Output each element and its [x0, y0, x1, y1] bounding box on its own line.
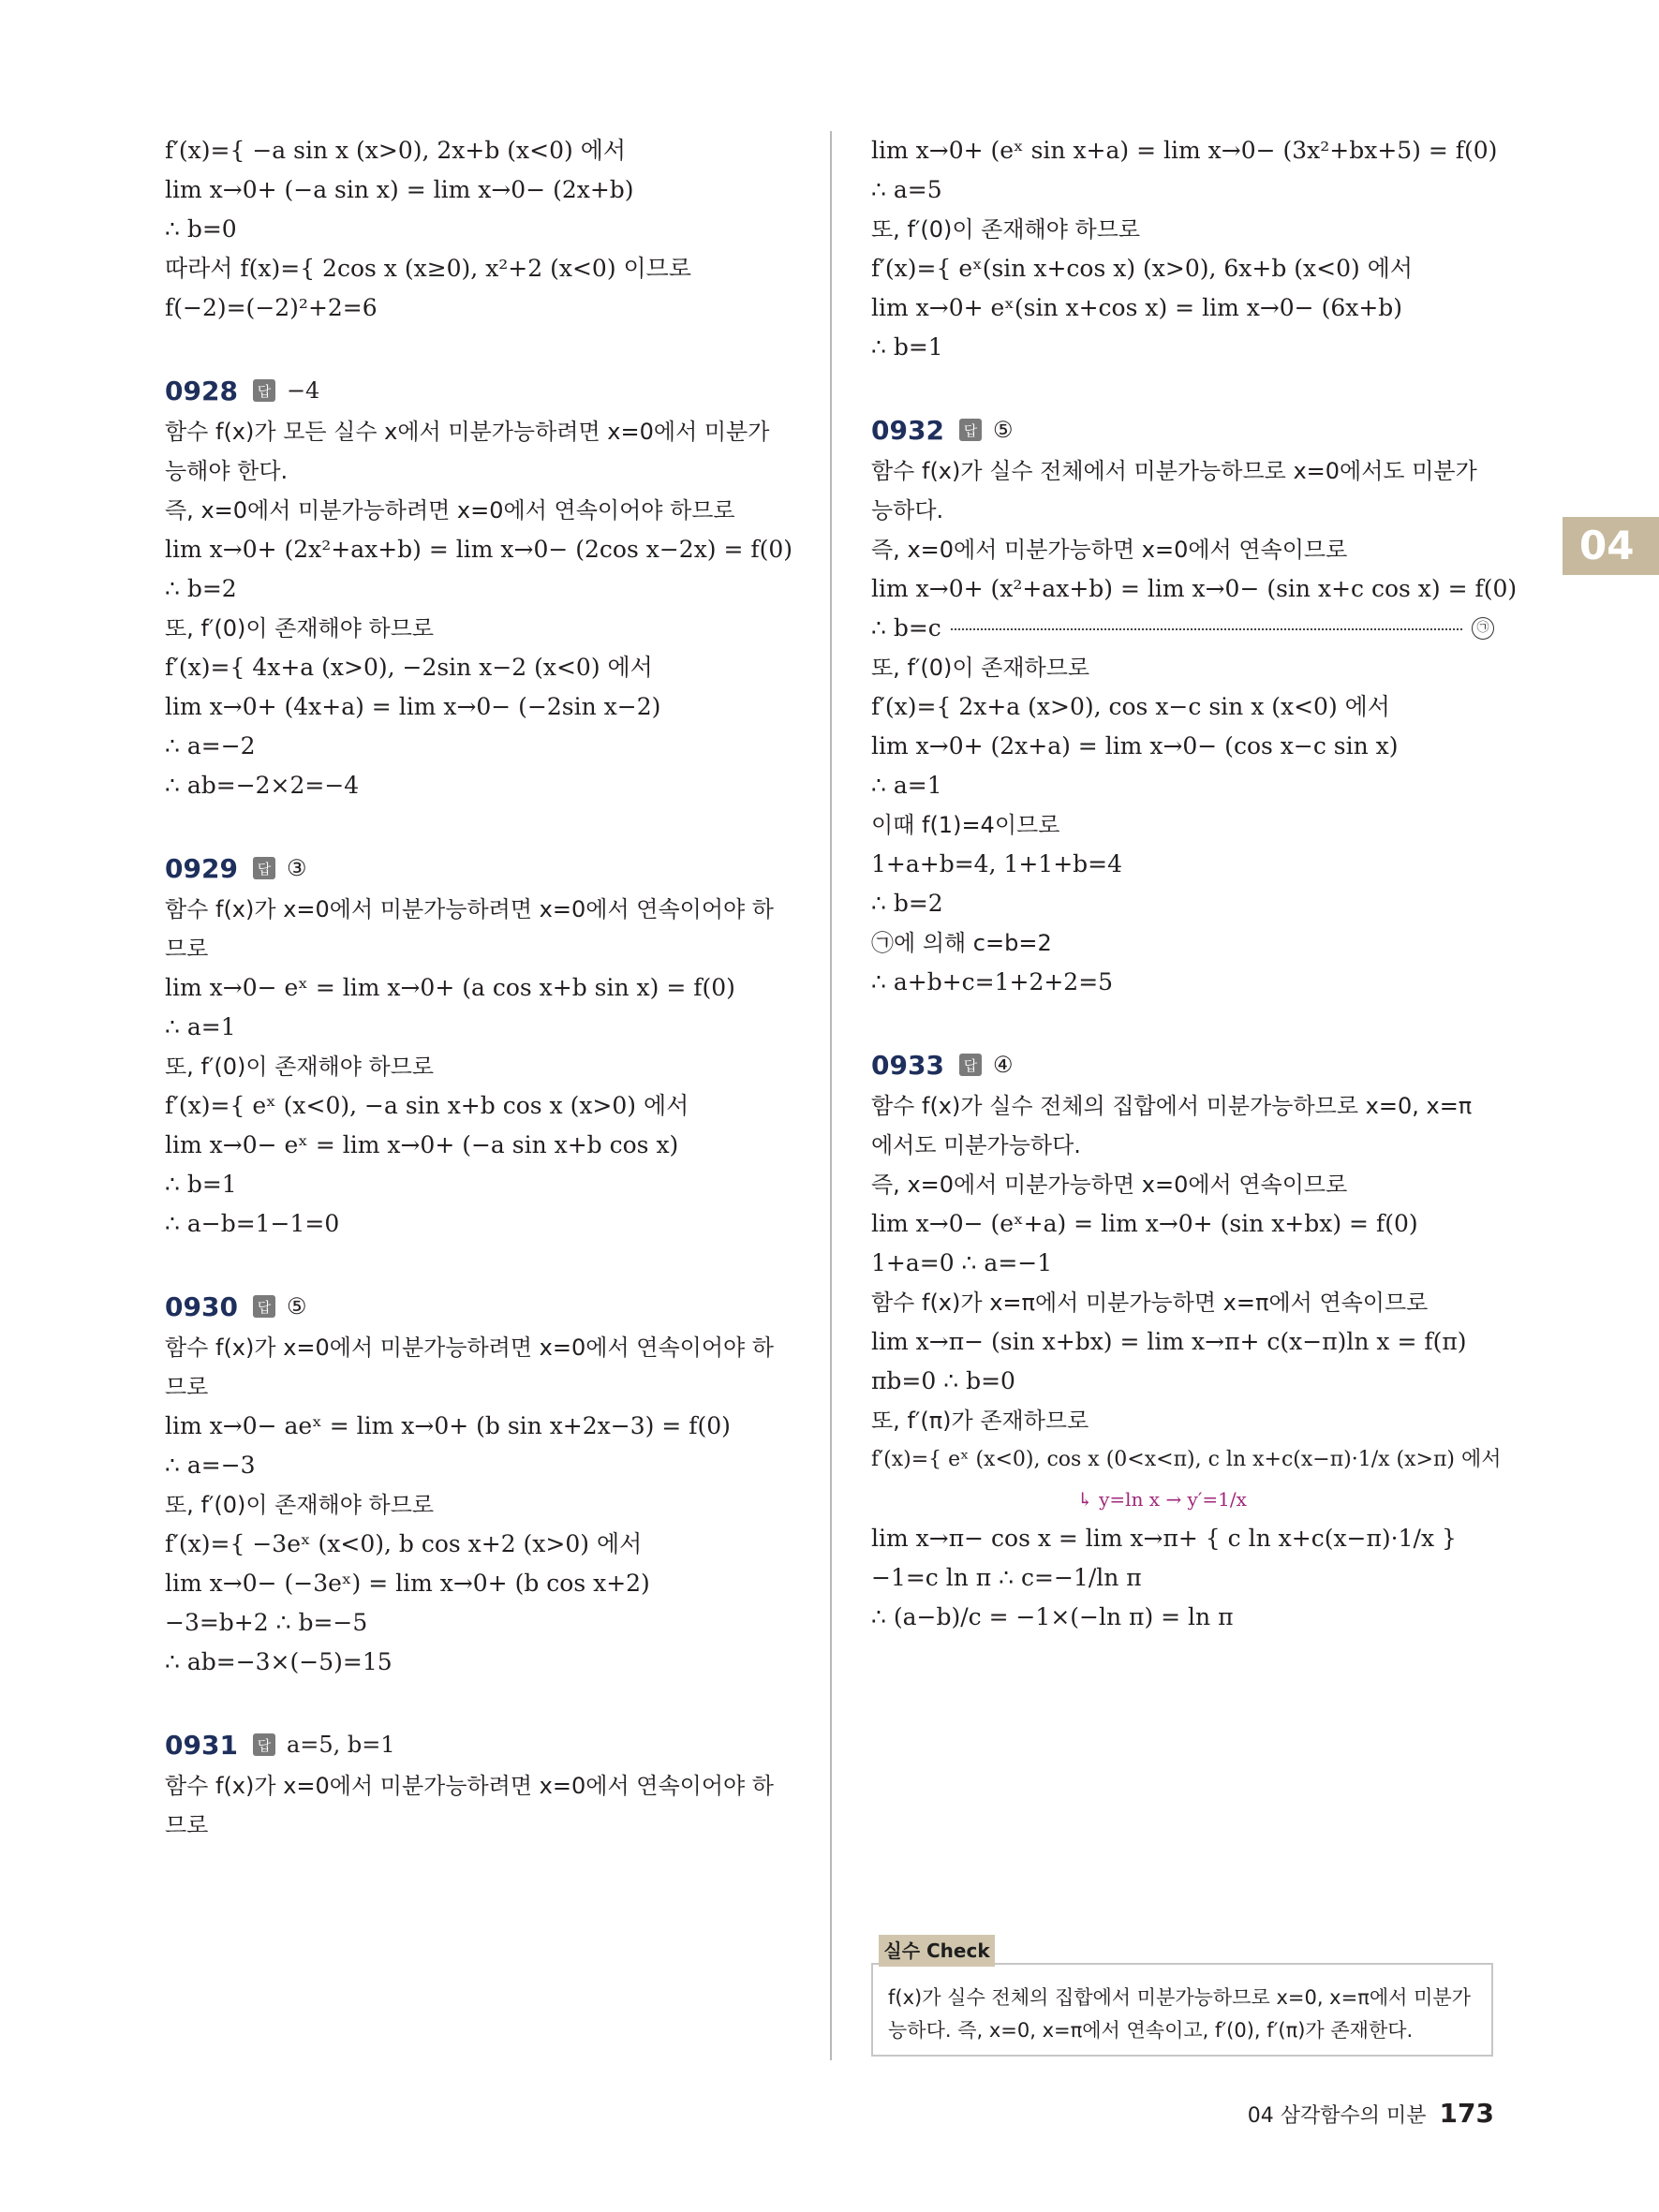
answer-value: ⑤ — [992, 417, 1014, 443]
solution-line: 에서도 미분가능하다. — [871, 1132, 1081, 1158]
solution-line: f(−2)=(−2)²+2=6 — [165, 294, 378, 321]
problem-0929 — [165, 847, 802, 1244]
solution-line: ∴ ab=−2×2=−4 — [165, 772, 360, 799]
solution-line: 또, f′(0)이 존재해야 하므로 — [165, 615, 435, 641]
solution-line: 1+a=0 ∴ a=−1 — [871, 1249, 1053, 1276]
problem-number: 0930 — [165, 1290, 238, 1322]
solution-line: f′(x)={ −a sin x (x>0), 2x+b (x<0) 에서 — [165, 137, 627, 164]
solution-line: ∴ b=2 — [165, 575, 237, 602]
solution-line: 함수 f(x)가 모든 실수 x에서 미분가능하려면 x=0에서 미분가 — [165, 419, 770, 445]
left-column — [165, 131, 802, 1845]
solution-line: 함수 f(x)가 x=0에서 미분가능하려면 x=0에서 연속이어야 하 — [165, 1335, 774, 1361]
problem-0933 — [871, 1043, 1502, 1637]
solution-line: 함수 f(x)가 x=π에서 미분가능하면 x=π에서 연속이므로 — [871, 1290, 1429, 1316]
solution-line: 즉, x=0에서 미분가능하면 x=0에서 연속이므로 — [871, 537, 1348, 563]
solution-line: lim x→0− eˣ = lim x→0+ (−a sin x+b cos x) — [165, 1131, 679, 1158]
check-line: f(x)가 실수 전체의 집합에서 미분가능하므로 x=0, x=π에서 미분가 — [888, 1986, 1471, 2009]
solution-line: ∴ a=−2 — [165, 732, 256, 759]
solution-line: f′(x)={ 4x+a (x>0), −2sin x−2 (x<0) 에서 — [165, 654, 653, 681]
solution-line: lim x→0+ (2x²+ax+b) = lim x→0− (2cos x−2x) = f(0) — [165, 536, 793, 563]
solution-line: 또, f′(0)이 존재하므로 — [871, 655, 1090, 681]
solution-line: f′(x)={ eˣ (x<0), cos x (0<x<π), c ln x+c(x−π)·1/x (x>π) 에서 — [871, 1448, 1502, 1471]
solution-line: 함수 f(x)가 x=0에서 미분가능하려면 x=0에서 연속이어야 하 — [165, 1773, 774, 1799]
problem-number: 0931 — [165, 1729, 238, 1761]
solution-line: 또, f′(0)이 존재해야 하므로 — [871, 216, 1141, 243]
solution-line: 함수 f(x)가 실수 전체의 집합에서 미분가능하므로 x=0, x=π — [871, 1093, 1473, 1119]
problem-0930 — [165, 1285, 802, 1682]
reference-equation: ∴ b=c — [871, 614, 941, 641]
solution-line: 므로 — [165, 936, 209, 962]
solution-line: lim x→0+ (x²+ax+b) = lim x→0− (sin x+c cos x) = f(0) — [871, 575, 1518, 602]
problem-header — [165, 847, 802, 890]
answer-value: a=5, b=1 — [286, 1732, 395, 1758]
solution-line: lim x→0− aeˣ = lim x→0+ (b sin x+2x−3) = f(0) — [165, 1412, 731, 1439]
solution-line: 이때 f(1)=4이므로 — [871, 812, 1060, 838]
column-divider — [830, 131, 832, 2060]
solution-line: ∴ a=−3 — [165, 1452, 256, 1479]
right-column — [871, 131, 1518, 1637]
problem-header — [871, 1043, 1494, 1086]
mistake-check-badge: 실수 Check — [879, 1935, 995, 1967]
solution-line: 또, f′(0)이 존재해야 하므로 — [165, 1054, 435, 1080]
solution-line: ∴ b=2 — [871, 890, 943, 917]
solution-line: lim x→0+ (2x+a) = lim x→0− (cos x−c sin x) — [871, 732, 1399, 759]
problem-0928 — [165, 369, 802, 805]
answer-icon: 답 — [253, 1733, 275, 1756]
solution-line: ∴ a=1 — [165, 1013, 236, 1040]
solution-line: lim x→0− (−3eˣ) = lim x→0+ (b cos x+2) — [165, 1570, 650, 1597]
solution-line: 또, f′(0)이 존재해야 하므로 — [165, 1492, 435, 1518]
solution-line: 따라서 f(x)={ 2cos x (x≥0), x²+2 (x<0) 이므로 — [165, 255, 691, 282]
solution-line: f′(x)={ eˣ (x<0), −a sin x+b cos x (x>0) 에서 — [165, 1092, 689, 1119]
mistake-check-box — [871, 1963, 1493, 2057]
solution-line: ∴ b=0 — [165, 215, 237, 243]
circled-mark: ㉠ — [1472, 617, 1494, 640]
solution-line: lim x→π− (sin x+bx) = lim x→π+ c(x−π)ln x = f(π) — [871, 1328, 1467, 1355]
solution-line: −3=b+2 ∴ b=−5 — [165, 1609, 368, 1636]
solution-line: lim x→0− (eˣ+a) = lim x→0+ (sin x+bx) = f(0) — [871, 1210, 1418, 1237]
solution-line: ∴ b=1 — [165, 1171, 237, 1198]
solution-line: lim x→π− cos x = lim x→π+ { c ln x+c(x−π)·1/x } — [871, 1525, 1457, 1552]
page-number: 173 — [1439, 2098, 1494, 2129]
problem-0931 — [165, 1723, 802, 1845]
solution-line: −1=c ln π ∴ c=−1/ln π — [871, 1564, 1142, 1591]
solution-line: πb=0 ∴ b=0 — [871, 1367, 1015, 1394]
problem-header — [165, 1285, 802, 1328]
answer-value: ④ — [992, 1052, 1014, 1078]
solution-line: 1+a+b=4, 1+1+b=4 — [871, 850, 1123, 877]
solution-line: ∴ a=1 — [871, 772, 942, 799]
solution-line: f′(x)={ eˣ(sin x+cos x) (x>0), 6x+b (x<0) 에서 — [871, 255, 1413, 282]
problem-number: 0928 — [165, 375, 238, 406]
solution-line: ∴ (a−b)/c = −1×(−ln π) = ln π — [871, 1603, 1234, 1630]
answer-value: ③ — [286, 855, 307, 881]
dotted-reference-line — [871, 609, 1494, 648]
solution-line: lim x→0+ (−a sin x) = lim x→0− (2x+b) — [165, 176, 634, 203]
problem-number: 0933 — [871, 1049, 944, 1081]
problem-number: 0932 — [871, 414, 944, 446]
answer-value: −4 — [286, 377, 320, 404]
solution-line: lim x→0− eˣ = lim x→0+ (a cos x+b sin x) = f(0) — [165, 974, 735, 1001]
page-footer — [1248, 2098, 1494, 2129]
solution-line: f′(x)={ 2x+a (x>0), cos x−c sin x (x<0) 에서 — [871, 693, 1390, 720]
answer-icon: 답 — [253, 857, 275, 879]
problem-header — [871, 408, 1494, 451]
solution-line: lim x→0+ (eˣ sin x+a) = lim x→0− (3x²+bx+5) = f(0) — [871, 137, 1498, 164]
derivative-annotation: ↳ y=ln x → y′=1/x — [1077, 1488, 1247, 1511]
solution-line: ∴ a−b=1−1=0 — [165, 1210, 340, 1237]
solution-line: ∴ a+b+c=1+2+2=5 — [871, 968, 1114, 995]
solution-line: ∴ a=5 — [871, 176, 942, 203]
dotted-leader — [951, 627, 1462, 630]
problem-header — [165, 1723, 802, 1766]
chapter-tab-label: 04 — [1579, 523, 1635, 568]
answer-icon: 답 — [253, 379, 275, 402]
answer-icon: 답 — [959, 1054, 982, 1076]
solution-line: 함수 f(x)가 x=0에서 미분가능하려면 x=0에서 연속이어야 하 — [165, 896, 774, 922]
solution-line: lim x→0+ (4x+a) = lim x→0− (−2sin x−2) — [165, 693, 661, 720]
answer-icon: 답 — [959, 419, 982, 441]
solution-line: 능해야 한다. — [165, 458, 289, 484]
solution-line: 함수 f(x)가 실수 전체에서 미분가능하므로 x=0에서도 미분가 — [871, 458, 1477, 484]
check-line: 능하다. 즉, x=0, x=π에서 연속이고, f′(0), f′(π)가 존재한다. — [888, 2019, 1414, 2042]
solution-line: 또, f′(π)가 존재하므로 — [871, 1408, 1089, 1434]
solution-line: f′(x)={ −3eˣ (x<0), b cos x+2 (x>0) 에서 — [165, 1530, 643, 1557]
problem-0932 — [871, 408, 1518, 1002]
solution-line: 능하다. — [871, 497, 944, 524]
answer-icon: 답 — [253, 1295, 275, 1318]
solution-line: ∴ b=1 — [871, 333, 943, 361]
answer-value: ⑤ — [286, 1293, 307, 1320]
solution-line: lim x→0+ eˣ(sin x+cos x) = lim x→0− (6x+b) — [871, 294, 1403, 321]
solution-line: 므로 — [165, 1812, 209, 1838]
footer-chapter-title: 04 삼각함수의 미분 — [1247, 2104, 1427, 2128]
solution-line: ∴ ab=−3×(−5)=15 — [165, 1648, 393, 1675]
solution-line: ㉠에 의해 c=b=2 — [871, 930, 1052, 956]
solution-line: 즉, x=0에서 미분가능하려면 x=0에서 연속이어야 하므로 — [165, 497, 735, 524]
solution-line: 므로 — [165, 1374, 209, 1400]
solution-line: 즉, x=0에서 미분가능하면 x=0에서 연속이므로 — [871, 1172, 1348, 1198]
problem-number: 0929 — [165, 852, 238, 884]
problem-header — [165, 369, 802, 412]
